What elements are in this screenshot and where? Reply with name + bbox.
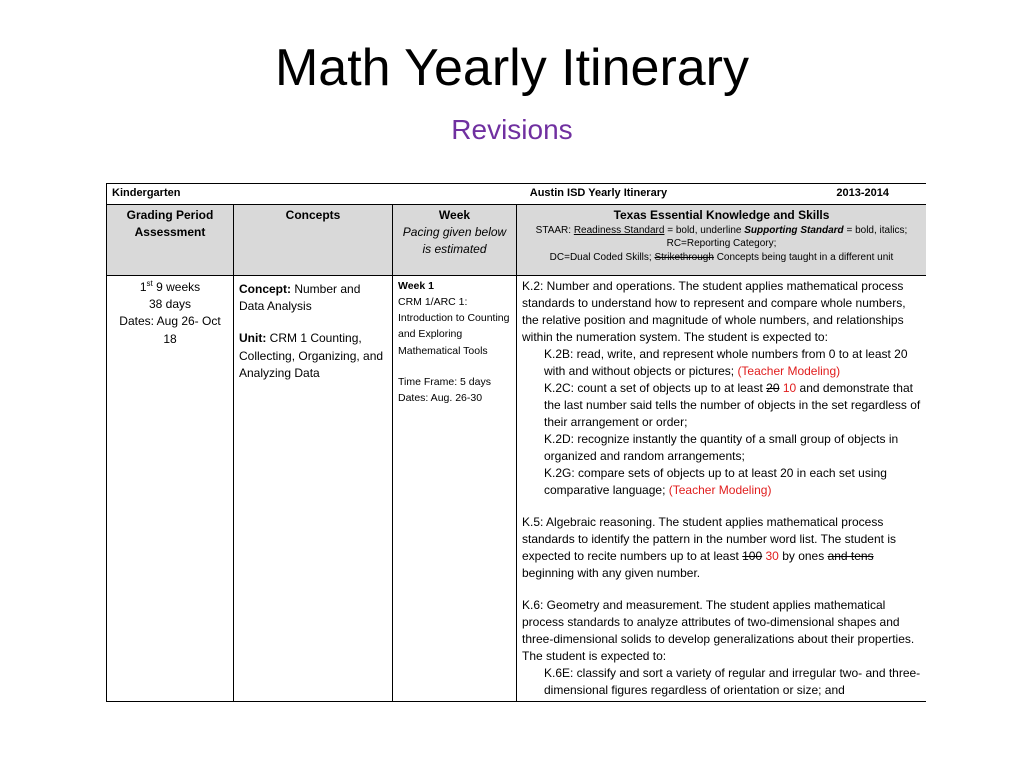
teks-key-dc: DC=Dual Coded Skills; Strikethrough Concepts being taught in a different unit [549, 251, 894, 263]
period-cell [107, 275, 234, 702]
concept-cell [234, 275, 393, 702]
unit-text: Unit: CRM 1 Counting, Collecting, Organizing, and Analyzing Data [239, 331, 384, 381]
header-row [107, 204, 927, 275]
itinerary-document [106, 183, 926, 715]
teacher-modeling-note: (Teacher Modeling) [668, 482, 772, 497]
header-week-label: Week [438, 207, 471, 222]
k2b-text: K.2B: read, write, and represent whole numbers from 0 to at least 20 with and without objects or pictures; (Teacher Modeling) [544, 346, 908, 378]
district-label: Austin ISD Yearly Itinerary [529, 187, 668, 199]
concept-text: Concept: Number and Data Analysis [239, 281, 361, 313]
table-row [107, 275, 927, 702]
k5-text: K.5: Algebraic reasoning. The student applies mathematical process standards to identify the pattern in the number word list. The student is expected to recite numbers up to at least 100 30 by ones and tens beginning with any given number. [522, 515, 896, 581]
k2c-text: K.2C: count a set of objects up to at least 20 10 and demonstrate that the last number said tells the number of objects in the set regardless of their arrangement or order; [544, 380, 921, 429]
meta-cell [107, 184, 927, 205]
header-concepts: Concepts [234, 204, 393, 275]
period-dates: Dates: Aug 26- Oct 18 [119, 314, 221, 346]
header-teks-label: Texas Essential Knowledge and Skills [613, 207, 830, 222]
period-days: 38 days [148, 297, 192, 311]
grade-label: Kindergarten [112, 187, 181, 199]
teacher-modeling-note: (Teacher Modeling) [737, 363, 841, 378]
week-time-frame: Time Frame: 5 days [398, 375, 491, 388]
k2g-text: K.2G: compare sets of objects up to at least 20 in each set using comparative language; (Teacher Modeling) [544, 465, 887, 497]
meta-row [107, 184, 927, 205]
week-cell [393, 275, 517, 702]
slide-title: Math Yearly Itinerary [274, 39, 750, 97]
header-week-note: Pacing given below is estimated [402, 224, 507, 256]
k2d-text: K.2D: recognize instantly the quantity of a small group of objects in organized and random arrangements; [544, 431, 899, 463]
year-label: 2013-2014 [836, 187, 889, 199]
week-unit: CRM 1/ARC 1: Introduction to Counting and Exploring Mathematical Tools [398, 295, 510, 357]
period-label: 1st 9 weeks [139, 278, 201, 294]
k2-intro: K.2: Number and operations. The student applies mathematical process standards to understand how to represent and compare whole numbers, the relative position and magnitude of whole numbers, and relationships within the numeration system. The student is expected to: [522, 278, 906, 344]
slide-subtitle: Revisions [451, 114, 573, 145]
header-teks [517, 204, 927, 275]
header-week [393, 204, 517, 275]
k6e-text: K.6E: classify and sort a variety of regular and irregular two- and three-dimensional figures regardless of orientation or size; and [544, 666, 921, 698]
teks-key-rc: RC=Reporting Category; [666, 238, 777, 250]
itinerary-table [106, 183, 926, 702]
teks-key-staar: STAAR: Readiness Standard = bold, underline Supporting Standard = bold, italics; [535, 224, 908, 236]
k6-intro: K.6: Geometry and measurement. The student applies mathematical process standards to analyze attributes of two-dimensional shapes and three-dimensional solids to develop generalizations about their properties. The student is expected to: [522, 598, 915, 664]
week-title: Week 1 [398, 279, 434, 292]
header-period: Grading Period Assessment [107, 204, 234, 275]
teks-cell [517, 275, 927, 702]
week-dates: Dates: Aug. 26-30 [398, 392, 483, 405]
